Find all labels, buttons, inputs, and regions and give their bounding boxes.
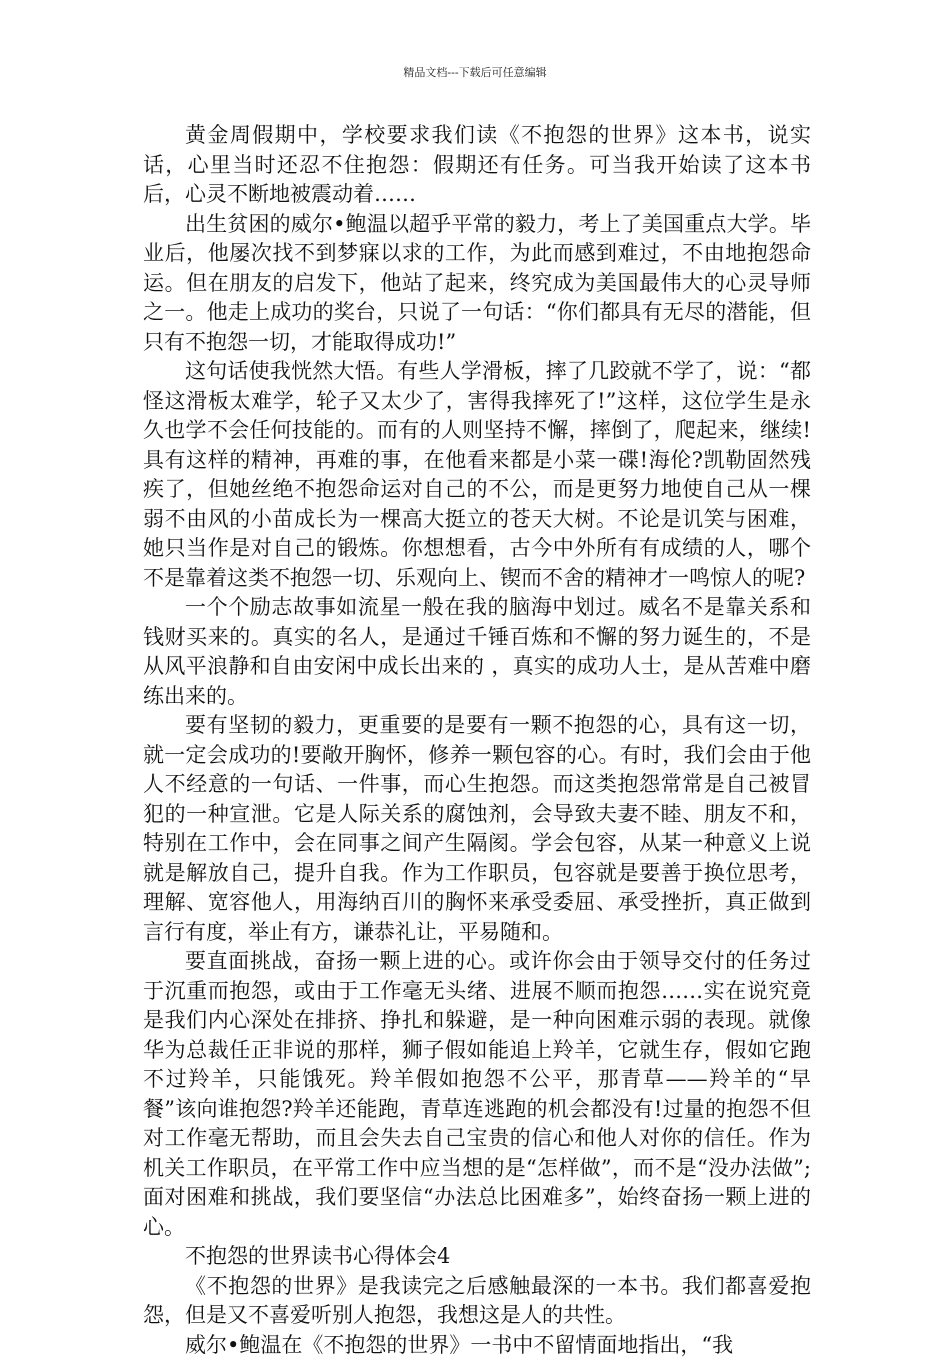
paragraph: 《不抱怨的世界》是我读完之后感触最深的一本书。我们都喜爱抱怨，但是又不喜爱听别人抱怨，我想这是人的共性。 [143, 1272, 811, 1331]
paragraph: 黄金周假期中，学校要求我们读《不抱怨的世界》这本书，说实话，心里当时还忍不住抱怨：假期还有任务。可当我开始读了这本书后，心灵不断地被震动着…… [143, 121, 811, 210]
paragraph: 要有坚韧的毅力，更重要的是要有一颗不抱怨的心，具有这一切，就一定会成功的!要敞开胸怀，修养一颗包容的心。有时，我们会由于他人不经意的一句话、一件事，而心生抱怨。而这类抱怨常常是自己被冒犯的一种宣泄。它是人际关系的腐蚀剂，会导致夫妻不睦、朋友不和，特别在工作中，会在同事之间产生隔阂。学会包容，从某一种意义上说就是解放自己，提升自我。作为工作职员，包容就是要善于换位思考，理解、宽容他人，用海纳百川的胸怀来承受委屈、承受挫折，真正做到言行有度，举止有方，谦恭礼让，平易随和。 [143, 711, 811, 947]
section-heading: 不抱怨的世界读书心得体会4 [143, 1242, 811, 1272]
paragraph: 一个个励志故事如流星一般在我的脑海中划过。威名不是靠关系和钱财买来的。真实的名人，是通过千锤百炼和不懈的努力诞生的，不是从风平浪静和自由安闲中成长出来的 ，真实的成功人士，是从苦难中磨练出来的。 [143, 593, 811, 711]
page-header: 精品文档---下载后可任意编辑 [0, 66, 950, 80]
paragraph: 威尔•鲍温在《不抱怨的世界》一书中不留情面地指出，“我 [143, 1331, 811, 1360]
paragraph: 这句话使我恍然大悟。有些人学滑板，摔了几跤就不学了，说：“都怪这滑板太难学，轮子又太少了，害得我摔死了!”这样，这位学生是永久也学不会任何技能的。而有的人则坚持不懈，摔倒了，爬起来，继续!具有这样的精神，再难的事，在他看来都是小菜一碟!海伦?凯勒固然残疾了，但她丝绝不抱怨命运对自己的不公，而是更努力地使自己从一棵弱不由风的小苗成长为一棵高大挺立的苍天大树。不论是讥笑与困难，她只当作是对自己的锻炼。你想想看，古今中外所有有成绩的人，哪个不是靠着这类不抱怨一切、乐观向上、锲而不舍的精神才一鸣惊人的呢? [143, 357, 811, 593]
paragraph: 要直面挑战，奋扬一颗上进的心。或许你会由于领导交付的任务过于沉重而抱怨，或由于工作毫无头绪、进展不顺而抱怨……实在说究竟是我们内心深处在排挤、挣扎和躲避，是一种向困难示弱的表现。就像华为总裁任正非说的那样，狮子假如能追上羚羊，它就生存，假如它跑不过羚羊，只能饿死。羚羊假如抱怨不公平，那青草——羚羊的“早餐”该向谁抱怨?羚羊还能跑，青草连逃跑的机会都没有!过量的抱怨不但对工作毫无帮助，而且会失去自己宝贵的信心和他人对你的信任。作为机关工作职员，在平常工作中应当想的是“怎样做”，而不是“没办法做”;面对困难和挑战，我们要坚信“办法总比困难多”，始终奋扬一颗上进的心。 [143, 947, 811, 1242]
document-body [143, 121, 811, 1360]
paragraph: 出生贫困的威尔•鲍温以超乎平常的毅力，考上了美国重点大学。毕业后，他屡次找不到梦寐以求的工作，为此而感到难过，不由地抱怨命运。但在朋友的启发下，他站了起来，终究成为美国最伟大的心灵导师之一。他走上成功的奖台，只说了一句话：“你们都具有无尽的潜能，但只有不抱怨一切，才能取得成功!” [143, 210, 811, 358]
